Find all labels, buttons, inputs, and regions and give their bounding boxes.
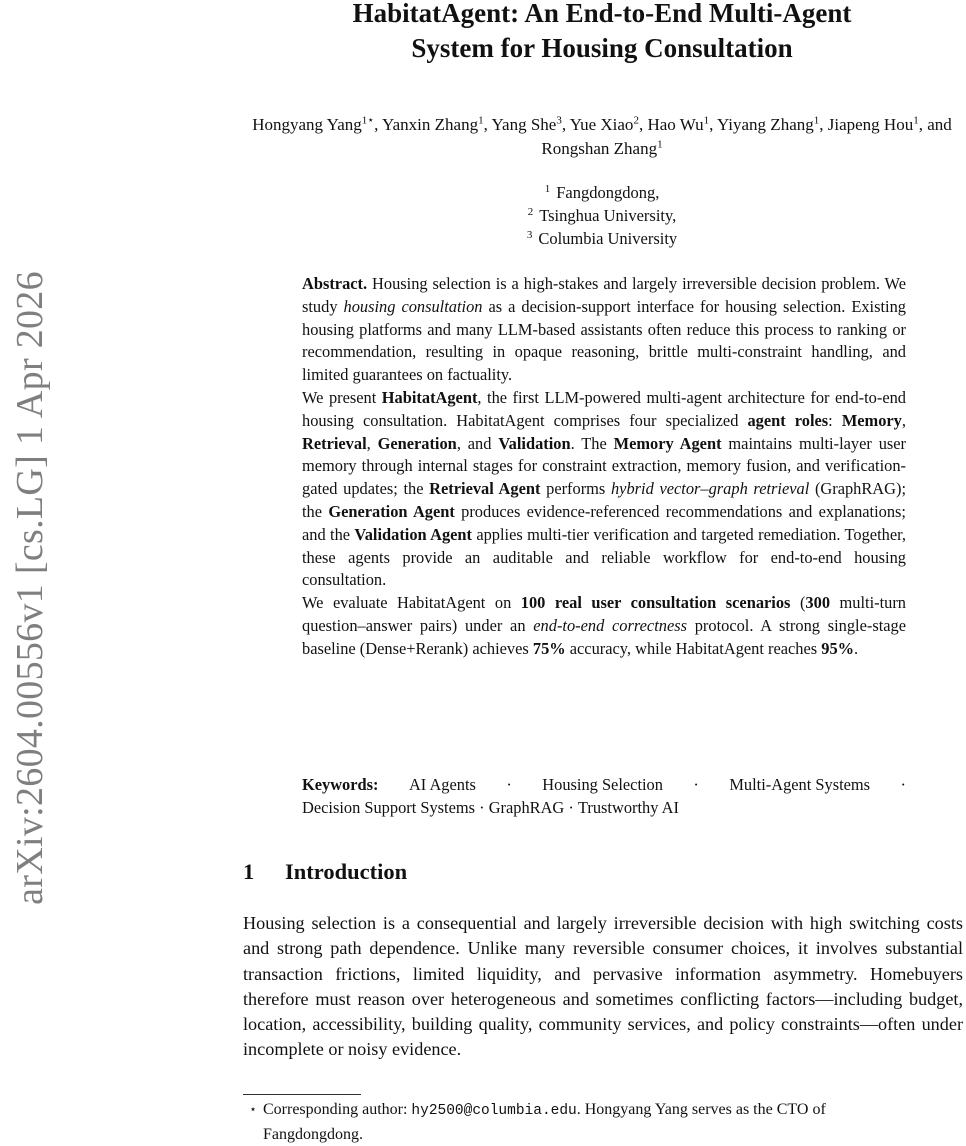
keyword-separator: · bbox=[900, 775, 906, 794]
author-name: Yang She bbox=[491, 115, 557, 134]
affiliation-mark: 1 bbox=[544, 182, 551, 195]
keyword: Trustworthy AI bbox=[577, 797, 679, 817]
arxiv-sidebar bbox=[0, 0, 52, 1144]
author-affil-mark: 1 bbox=[813, 114, 820, 127]
abstract-paragraph-1: Abstract. Housing selection is a high-stakes and largely irreversible decision problem. We study housing consultation as a decision-support interface for housing selection. Existing housing platforms and many LLM-based assistants often reduce this process to ranking or recommendation, resulting in opaque reasoning, brittle multi-constraint handling, and limited guarantees on factuality. bbox=[302, 274, 906, 385]
author-name: Yanxin Zhang bbox=[382, 115, 479, 134]
title-line-1: HabitatAgent: An End-to-End Multi-Agent bbox=[352, 0, 852, 28]
author-name: Yiyang Zhang bbox=[716, 115, 814, 134]
section-title: Introduction bbox=[285, 859, 408, 884]
abstract-paragraph-3: We evaluate HabitatAgent on 100 real user consultation scenarios (300 multi-turn question–answer pairs) under an end-to-end correctness protocol. A strong single-stage baseline (Dense+Rerank) achieves 75% accuracy, while HabitatAgent reaches 95%. bbox=[302, 593, 907, 658]
keyword-separator: · bbox=[506, 775, 512, 794]
author-affil-mark: 1 bbox=[657, 138, 663, 151]
author-affil-mark: 1 bbox=[703, 114, 710, 127]
keyword-separator: · bbox=[568, 797, 574, 817]
author-name: Hao Wu bbox=[647, 115, 704, 134]
author-name: Hongyang Yang bbox=[252, 115, 362, 134]
affiliation-list bbox=[243, 181, 961, 250]
abstract-label: Abstract. bbox=[302, 274, 368, 293]
keyword-separator: · bbox=[479, 797, 485, 817]
keyword: Multi-Agent Systems bbox=[729, 775, 871, 794]
author-name: Jiapeng Hou bbox=[827, 115, 914, 134]
section-number: 1 bbox=[243, 859, 255, 884]
footnote: ⋆ Corresponding author: hy2500@columbia.edu. Hongyang Yang serves as the CTO of Fangdongdong. bbox=[243, 1098, 963, 1146]
author-name: Yue Xiao bbox=[569, 115, 634, 134]
keyword: Housing Selection bbox=[542, 775, 663, 794]
affiliation: $^3$ Columbia University bbox=[526, 228, 678, 248]
author-affil-mark: 1 bbox=[478, 114, 484, 127]
author-list: Hongyang Yang$^{1⋆}$, Yanxin Zhang$^1$, Yang She$^3$, Yue Xiao$^2$, Hao Wu$^1$, Yiyang Zhang$^1$, Jiapeng Hou$^1$, and Rongshan Zhang$^1$ bbox=[252, 114, 952, 158]
author-affil-mark: 3 bbox=[556, 114, 562, 127]
author-affil-mark: 1⋆ bbox=[361, 114, 375, 127]
footnote-mark: ⋆ bbox=[249, 1102, 257, 1116]
keyword: Decision Support Systems bbox=[302, 797, 476, 817]
intro-paragraph: Housing selection is a consequential and largely irreversible decision with high switching costs and strong path dependence. Unlike many reversible consumer choices, it involves substantial transaction frictions, limited liquidity, and pervasive information asymmetry. Homebuyers therefore must reason over heterogeneous and sometimes conflicting factors—including budget, location, accessibility, building quality, community services, and policy constraints—often under incomplete or noisy evidence. bbox=[243, 913, 963, 1060]
abstract-paragraph-2: We present HabitatAgent, the first LLM-powered multi-agent architecture for end-to-end housing consultation. HabitatAgent comprises four specialized agent roles: Memory, Retrieval, Generation, and Validation. The Memory Agent maintains multi-layer user memory through internal stages for constraint extraction, memory fusion, and verification-gated updates; the Retrieval Agent performs hybrid vector–graph retrieval (GraphRAG); the Generation Agent produces evidence-referenced recommendations and explanations; and the Validation Agent applies multi-tier verification and targeted remediation. Together, these agents provide an auditable and reliable workflow for end-to-end housing consultation. bbox=[302, 387, 907, 590]
affiliation: $^1$ Fangdongdong, bbox=[544, 182, 660, 202]
footnote-rule bbox=[243, 1094, 361, 1095]
keyword: AI Agents bbox=[408, 775, 476, 794]
keyword-separator: · bbox=[693, 775, 699, 794]
paper-title bbox=[243, 0, 961, 66]
author-affil-mark: 2 bbox=[633, 114, 639, 127]
abstract bbox=[302, 273, 906, 661]
keywords bbox=[302, 774, 906, 820]
affiliation-mark: 2 bbox=[527, 205, 534, 218]
section-heading bbox=[243, 859, 407, 885]
email-link[interactable]: hy2500@columbia.edu bbox=[411, 1103, 577, 1119]
author-conjunction: and bbox=[927, 115, 952, 134]
keywords-label: Keywords: bbox=[302, 775, 379, 794]
title-line-2: System for Housing Consultation bbox=[411, 33, 793, 63]
author-name: Rongshan Zhang bbox=[541, 139, 658, 158]
arxiv-identifier: arXiv:2604.00556v1 [cs.LG] 1 Apr 2026 bbox=[9, 271, 51, 905]
affiliation: $^2$ Tsinghua University, bbox=[527, 205, 677, 225]
affiliation-mark: 3 bbox=[526, 228, 533, 241]
author-affil-mark: 1 bbox=[913, 114, 919, 127]
keyword: GraphRAG bbox=[488, 797, 565, 817]
